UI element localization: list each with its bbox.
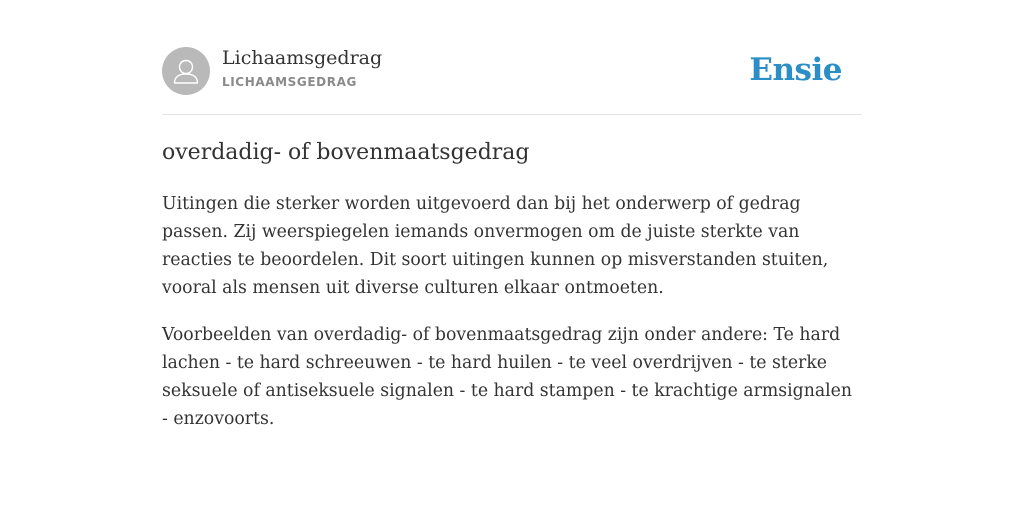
article-paragraph-2: Voorbeelden van overdadig- of bovenmaatsgedrag zijn onder andere: Te hard lachen - te hard schreeuwen - te hard huilen - te veel overdrijven - te sterke seksuele of antiseksuele signalen - te hard stampen - te krachtige armsignalen - enzovoorts.	[162, 325, 853, 429]
author-name[interactable]: Lichaamsgedrag	[222, 47, 383, 69]
author-subtitle[interactable]: LICHAAMSGEDRAG	[222, 75, 357, 89]
article-title: overdadig- of bovenmaatsgedrag	[162, 140, 530, 165]
avatar[interactable]	[162, 47, 210, 95]
article-paragraph-1: Uitingen die sterker worden uitgevoerd dan bij het onderwerp of gedrag passen. Zij weerspiegelen iemands onvermogen om de juiste sterkte van reacties te beoordelen. Dit soort uitingen kunnen op misverstanden stuiten, vooral als mensen uit diverse culturen elkaar ontmoeten.	[162, 194, 829, 298]
header	[162, 46, 862, 115]
brand-logo-link[interactable]: Ensie	[749, 52, 842, 88]
user-icon	[162, 47, 210, 95]
